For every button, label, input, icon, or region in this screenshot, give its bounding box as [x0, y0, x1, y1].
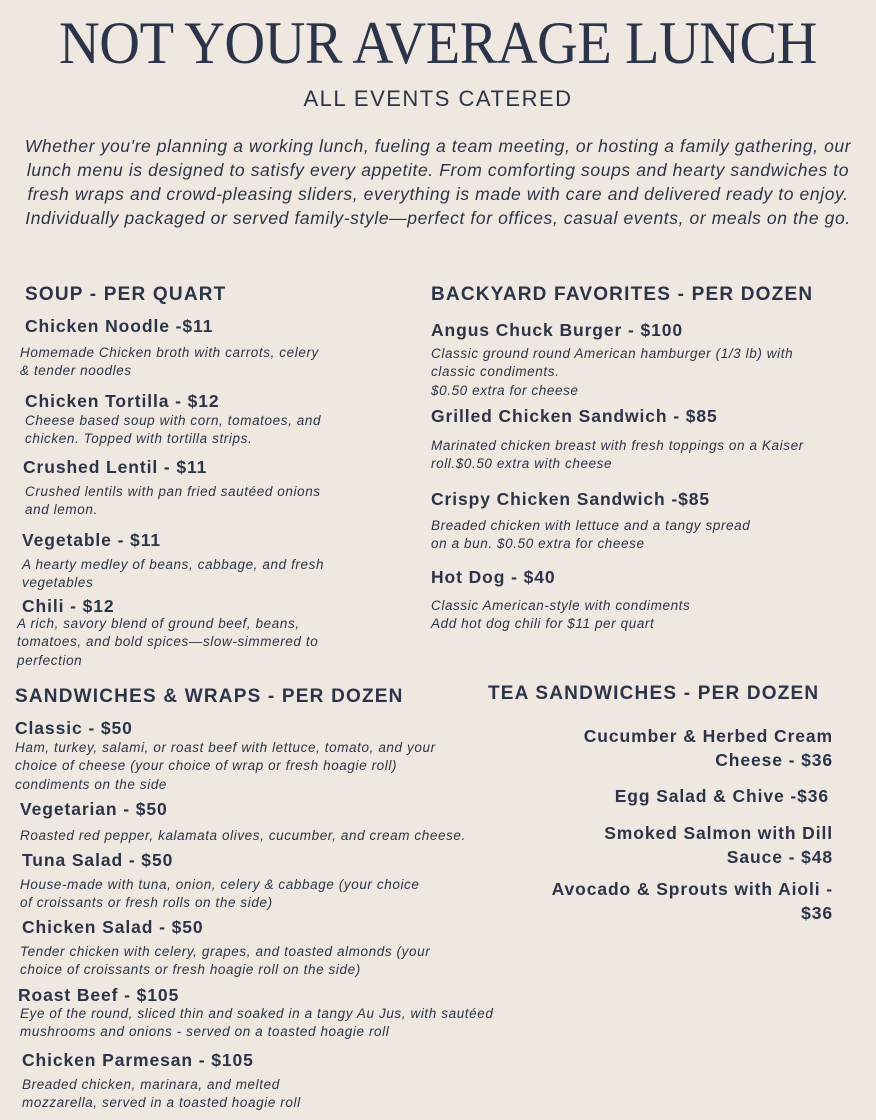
- soup-item-name: Chicken Noodle -$11: [25, 316, 214, 336]
- sandwich-item-desc: Eye of the round, sliced thin and soaked in a tangy Au Jus, with sautéed mushrooms and onions - served on a toasted hoagie roll: [20, 1006, 494, 1040]
- sandwich-item-name: Chicken Parmesan - $105: [22, 1050, 254, 1070]
- soup-item-name: Vegetable - $11: [22, 530, 161, 550]
- tea-item-name: Avocado & Sprouts with Aioli - $36: [551, 879, 833, 923]
- backyard-item-extra: $0.50 extra for cheese: [431, 383, 579, 398]
- sandwich-item-name: Tuna Salad - $50: [22, 850, 174, 870]
- sandwich-item-desc: Ham, turkey, salami, or roast beef with lettuce, tomato, and your choice of cheese (your choice of wrap or fresh hoagie roll) condiments on the side: [15, 740, 436, 792]
- soup-heading: SOUP - PER QUART: [25, 284, 227, 305]
- sandwich-item-name: Classic - $50: [15, 718, 133, 738]
- soup-item-desc: A hearty medley of beans, cabbage, and fresh vegetables: [22, 557, 325, 591]
- sandwich-item-name: Roast Beef - $105: [18, 985, 180, 1005]
- backyard-item-desc: Classic American-style with condiments: [431, 598, 691, 613]
- sandwich-item-name: Vegetarian - $50: [20, 799, 168, 819]
- menu-subtitle: ALL EVENTS CATERED: [303, 86, 573, 111]
- tea-item-name: Smoked Salmon with Dill Sauce - $48: [604, 823, 833, 867]
- soup-item-name: Chili - $12: [22, 596, 115, 616]
- soup-item-name: Chicken Tortilla - $12: [25, 391, 220, 411]
- backyard-item-extra: Add hot dog chili for $11 per quart: [431, 616, 655, 631]
- sandwich-item-desc: Breaded chicken, marinara, and melted mozzarella, served in a toasted hoagie roll: [22, 1077, 301, 1111]
- sandwich-item-desc: House-made with tuna, onion, celery & cabbage (your choice of croissants or fresh rolls on the side): [20, 877, 420, 911]
- backyard-item-name: Angus Chuck Burger - $100: [431, 320, 683, 340]
- soup-item-desc: Crushed lentils with pan fried sautéed onions and lemon.: [25, 484, 321, 518]
- backyard-item-desc: Marinated chicken breast with fresh toppings on a Kaiser roll.$0.50 extra with cheese: [431, 438, 804, 472]
- tea-item-name: Cucumber & Herbed Cream Cheese - $36: [583, 726, 833, 770]
- intro-paragraph: Whether you're planning a working lunch, fueling a team meeting, or hosting a family gathering, our lunch menu is designed to satisfy every appetite. From comforting soups and hearty sandwiches to fresh wraps and crowd-pleasing sliders, everything is made with care and delivered ready to enjoy. Individually packaged or served family-style—perfect for offices, casual events, or meals on the go.: [24, 136, 852, 228]
- soup-item-desc: Cheese based soup with corn, tomatoes, and chicken. Topped with tortilla strips.: [25, 413, 322, 447]
- soup-item-name: Crushed Lentil - $11: [23, 457, 208, 477]
- sandwiches-heading: SANDWICHES & WRAPS - PER DOZEN: [15, 686, 404, 707]
- backyard-item-name: Crispy Chicken Sandwich -$85: [431, 489, 711, 509]
- tea-item-name: Egg Salad & Chive -$36: [614, 786, 829, 806]
- backyard-item-desc: Breaded chicken with lettuce and a tangy spread on a bun. $0.50 extra for cheese: [431, 518, 751, 552]
- backyard-item-name: Grilled Chicken Sandwich - $85: [431, 406, 718, 426]
- backyard-item-name: Hot Dog - $40: [431, 567, 556, 587]
- sandwich-item-desc: Roasted red pepper, kalamata olives, cucumber, and cream cheese.: [20, 828, 466, 843]
- backyard-heading: BACKYARD FAVORITES - PER DOZEN: [431, 284, 814, 305]
- sandwich-item-name: Chicken Salad - $50: [22, 917, 204, 937]
- soup-item-desc: A rich, savory blend of ground beef, beans, tomatoes, and bold spices—slow-simmered to perfection: [17, 616, 319, 668]
- soup-item-desc: Homemade Chicken broth with carrots, celery & tender noodles: [20, 345, 319, 379]
- sandwich-item-desc: Tender chicken with celery, grapes, and toasted almonds (your choice of croissants or fresh hoagie roll on the side): [20, 944, 431, 978]
- tea-heading: TEA SANDWICHES - PER DOZEN: [488, 683, 820, 704]
- menu-title: NOT YOUR AVERAGE LUNCH: [59, 10, 817, 76]
- backyard-item-desc: Classic ground round American hamburger (1/3 lb) with classic condiments.: [431, 346, 794, 380]
